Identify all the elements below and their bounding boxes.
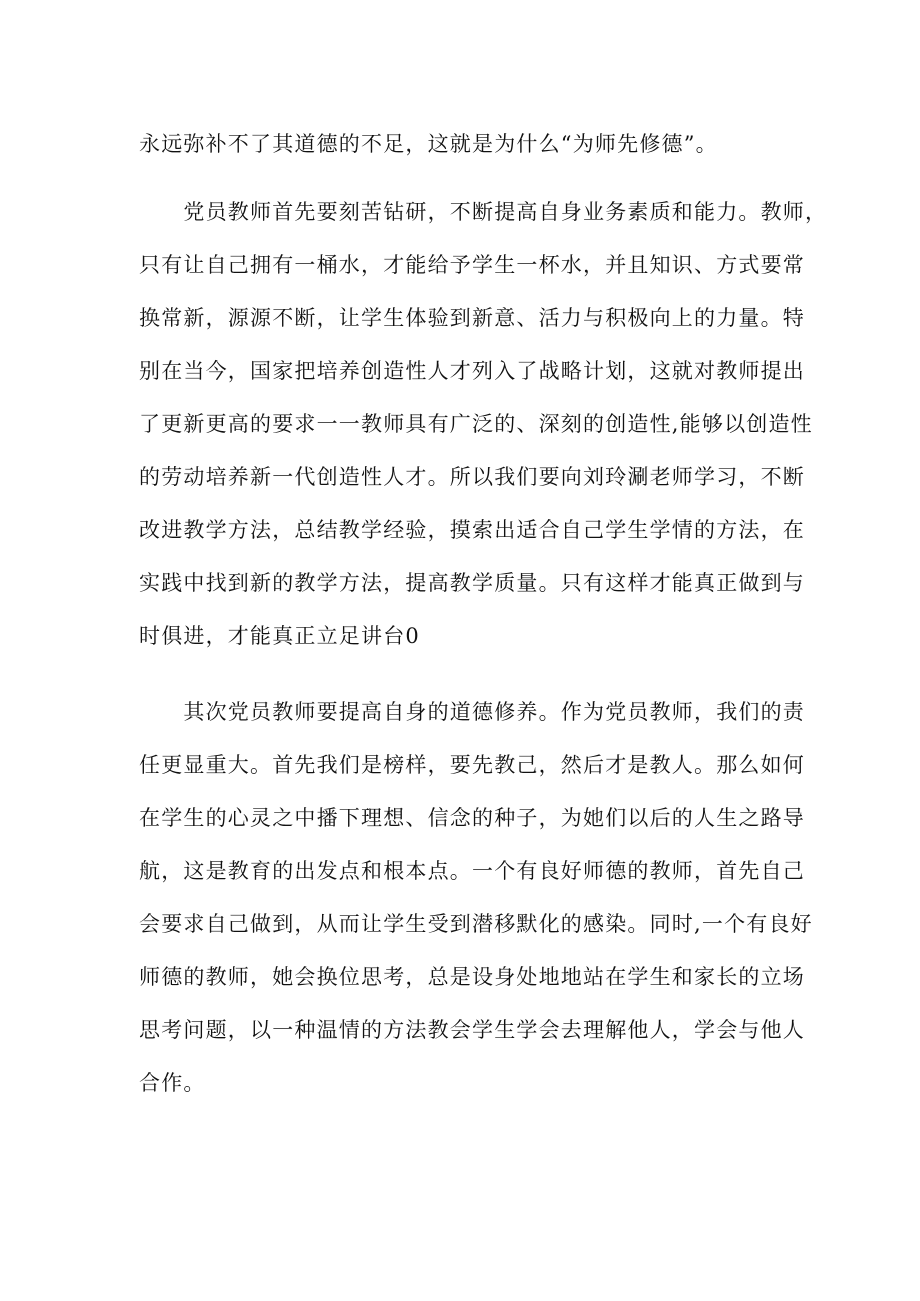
text-line: 会要求自己做到，从而让学生受到潜移默化的感染。同时,一个有良好 <box>139 912 813 936</box>
text-line: 合作。 <box>139 1071 206 1095</box>
text-line: 永远弥补不了其道德的不足，这就是为什么“为师先修德”。 <box>139 132 718 156</box>
text-line: 在学生的心灵之中播下理想、信念的种子，为她们以后的人生之路导 <box>139 806 805 830</box>
paragraph-1 <box>139 118 799 171</box>
text-line: 思考问题，以一种温情的方法教会学生学会去理解他人，学会与他人 <box>139 1018 805 1042</box>
text-line: 党员教师首先要刻苦钻研，不断提高自身业务素质和能力。教师， <box>139 200 828 224</box>
text-line: 任更显重大。首先我们是榜样，要先教己，然后才是教人。那么如何 <box>139 753 805 777</box>
text-line: 时俱进，才能真正立足讲台0 <box>139 624 420 648</box>
text-line: 航，这是教育的出发点和根本点。一个有良好师德的教师，首先自己 <box>139 859 805 883</box>
text-line: 换常新，源源不断，让学生体验到新意、活力与积极向上的力量。特 <box>139 306 805 330</box>
text-line: 改进教学方法，总结教学经验，摸索出适合自己学生学情的方法，在 <box>139 518 805 542</box>
text-line: 只有让自己拥有一桶水，才能给予学生一杯水，并且知识、方式要常 <box>139 253 805 277</box>
text-line: 别在当今，国家把培养创造性人才列入了战略计划，这就对教师提出 <box>139 359 805 383</box>
text-line: 了更新更高的要求一一教师具有广泛的、深刻的创造性,能够以创造性 <box>139 412 813 436</box>
text-line: 师德的教师，她会换位思考，总是设身处地地站在学生和家长的立场 <box>139 965 805 989</box>
text-line: 实践中找到新的教学方法，提高教学质量。只有这样才能真正做到与 <box>139 571 805 595</box>
text-line: 的劳动培养新一代创造性人才。所以我们要向刘玲涮老师学习，不断 <box>139 465 805 489</box>
paragraph-3 <box>139 686 813 1110</box>
paragraph-2 <box>139 186 828 663</box>
text-line: 其次党员教师要提高自身的道德修养。作为党员教师，我们的责 <box>139 700 805 724</box>
